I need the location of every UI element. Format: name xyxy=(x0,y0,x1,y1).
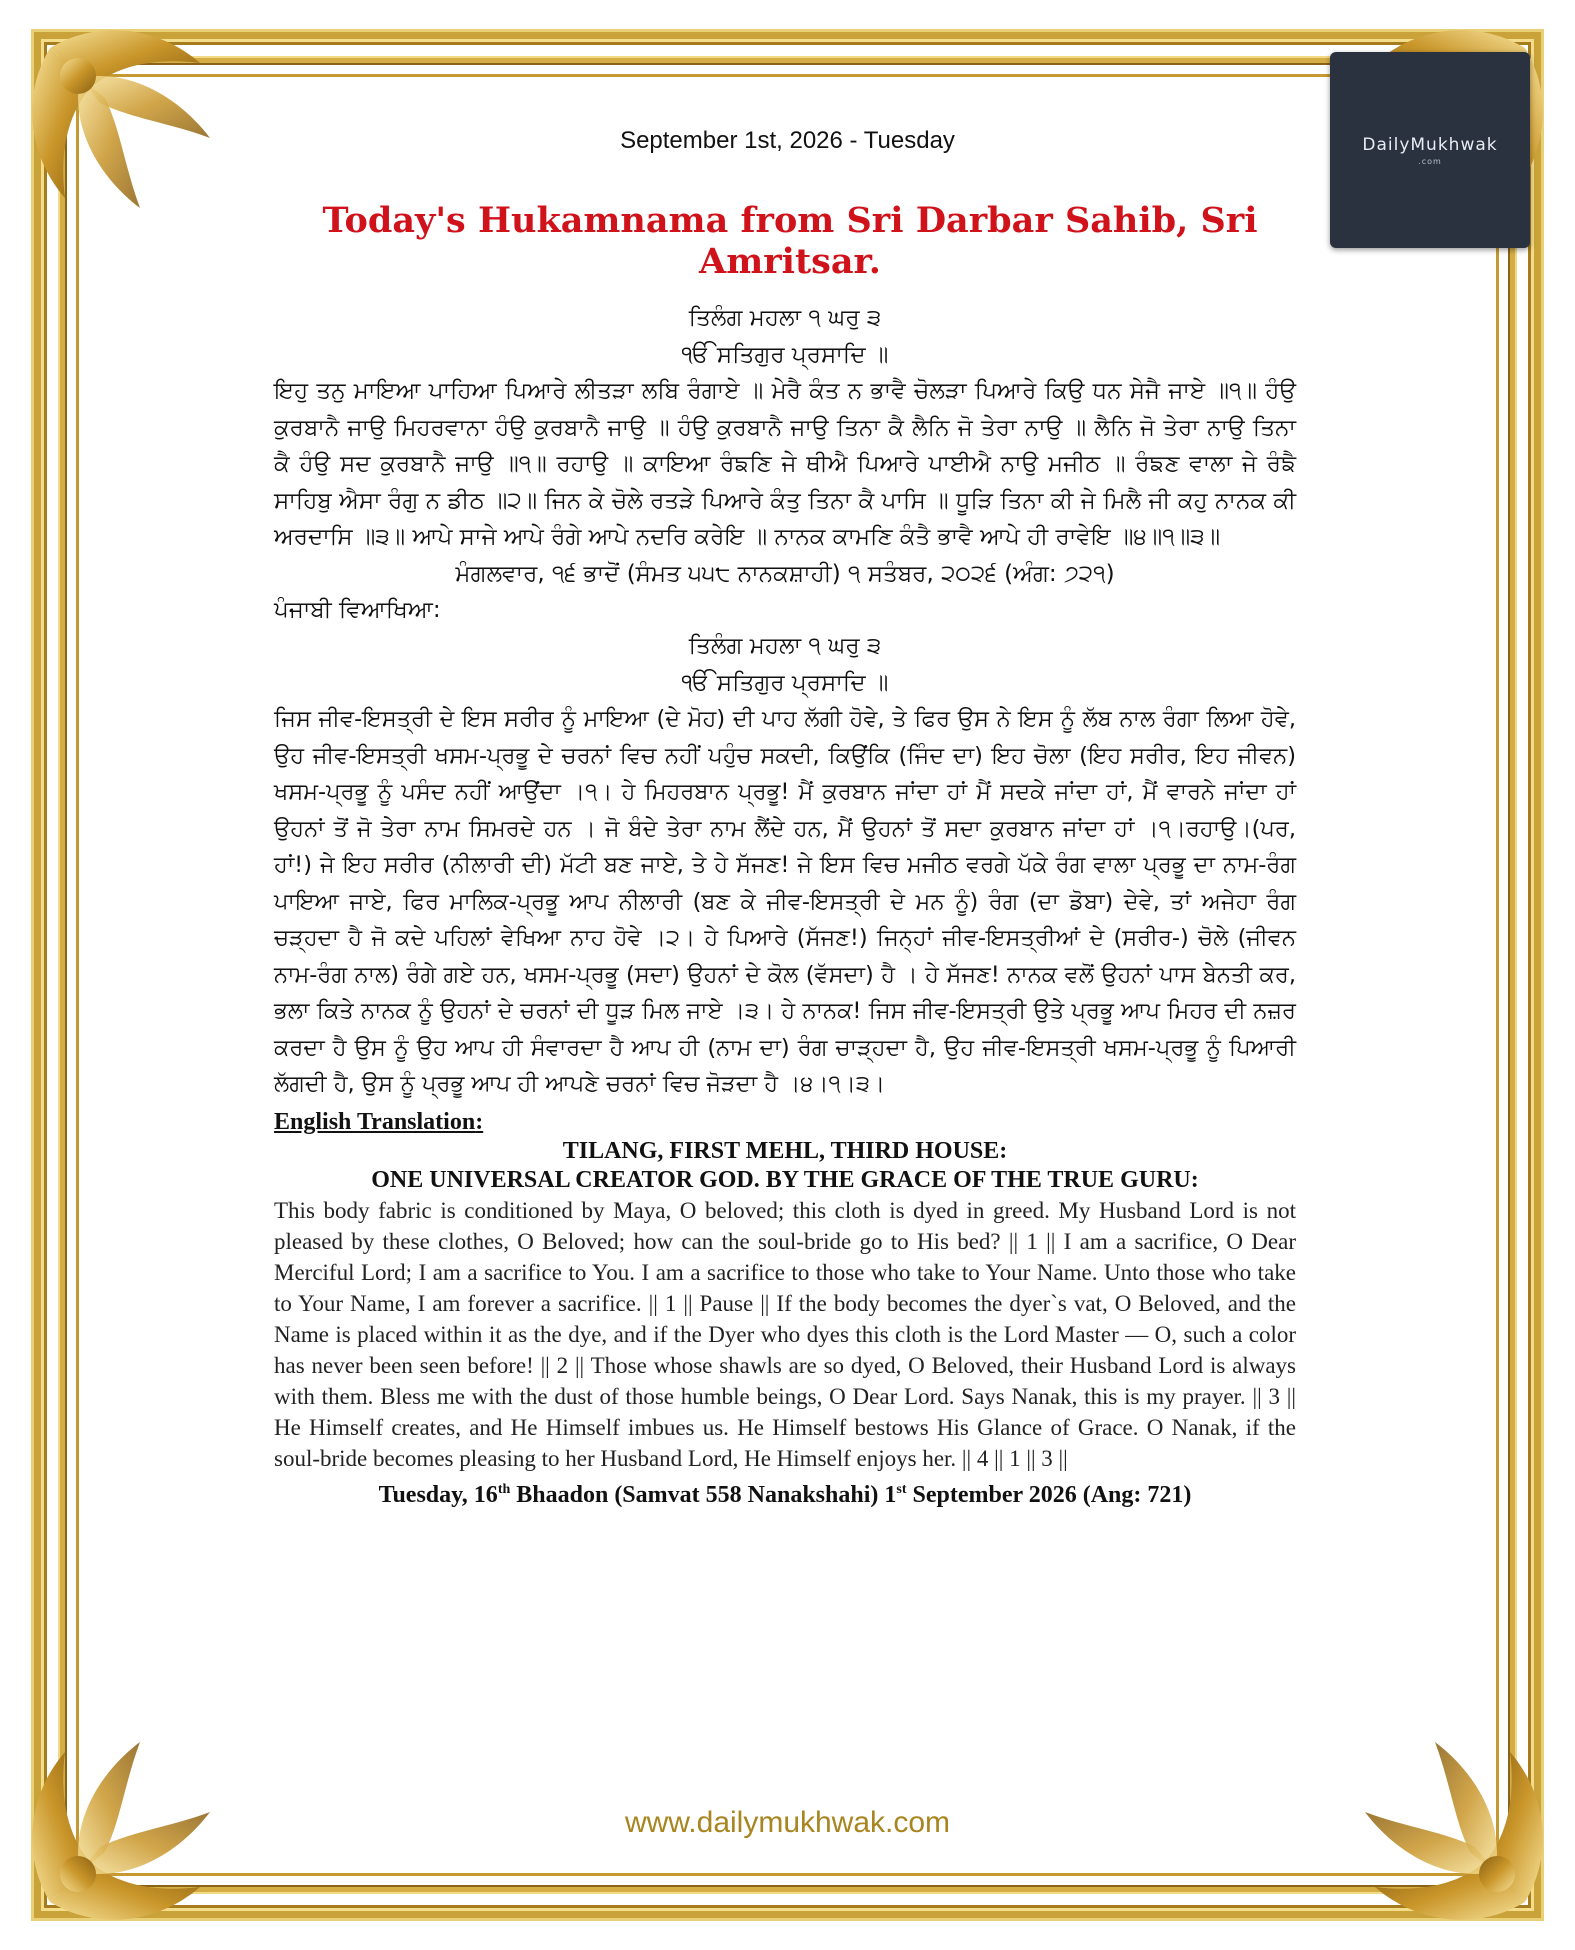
english-date-sup: st xyxy=(896,1481,907,1497)
english-heading-1: TILANG, FIRST MEHL, THIRD HOUSE: xyxy=(562,1137,1008,1164)
punjabi-explanation-text: ਜਿਸ ਜੀਵ-ਇਸਤ੍ਰੀ ਦੇ ਇਸ ਸਰੀਰ ਨੂੰ ਮਾਇਆ (ਦੇ ਮੋਹ) ਦੀ ਪਾਹ ਲੱਗੀ ਹੋਵੇ, ਤੇ ਫਿਰ ਉਸ ਨੇ ਇਸ ਨੂੰ ਲੱਬ ਨਾਲ ਰੰਗਾ ਲਿਆ ਹੋਵੇ, ਉਹ ਜੀਵ-ਇਸਤ੍ਰੀ ਖਸਮ-ਪ੍ਰਭੂ ਦੇ ਚਰਨਾਂ ਵਿਚ ਨਹੀਂ ਪਹੁੰਚ ਸਕਦੀ, ਕਿਉਂਕਿ (ਜਿੰਦ ਦਾ) ਇਹ ਚੋਲਾ (ਇਹ ਸਰੀਰ, ਇਹ ਜੀਵਨ) ਖਸਮ-ਪ੍ਰਭੂ ਨੂੰ ਪਸੰਦ ਨਹੀਂ ਆਉਂਦਾ ।੧। ਹੇ ਮਿਹਰਬਾਨ ਪ੍ਰਭੂ! ਮੈਂ ਕੁਰਬਾਨ ਜਾਂਦਾ ਹਾਂ ਮੈਂ ਸਦਕੇ ਜਾਂਦਾ ਹਾਂ, ਮੈਂ ਵਾਰਨੇ ਜਾਂਦਾ ਹਾਂ ਉਹਨਾਂ ਤੋਂ ਜੋ ਤੇਰਾ ਨਾਮ ਸਿਮਰਦੇ ਹਨ । ਜੋ ਬੰਦੇ ਤੇਰਾ ਨਾਮ ਲੈਂਦੇ ਹਨ, ਮੈਂ ਉਹਨਾਂ ਤੋਂ ਸਦਾ ਕੁਰਬਾਨ ਜਾਂਦਾ ਹਾਂ ।੧।ਰਹਾਉ।(ਪਰ, ਹਾਂ!) ਜੇ ਇਹ ਸਰੀਰ (ਨੀਲਾਰੀ ਦੀ) ਮੱਟੀ ਬਣ ਜਾਏ, ਤੇ ਹੇ ਸੱਜਣ! ਜੇ ਇਸ ਵਿਚ ਮਜੀਠ ਵਰਗੇ ਪੱਕੇ ਰੰਗ ਵਾਲਾ ਪ੍ਰਭੂ ਦਾ ਨਾਮ-ਰੰਗ ਪਾਇਆ ਜਾਏ, ਫਿਰ ਮਾਲਿਕ-ਪ੍ਰਭੂ ਆਪ ਨੀਲਾਰੀ (ਬਣ ਕੇ ਜੀਵ-ਇਸਤ੍ਰੀ ਦੇ ਮਨ ਨੂੰ) ਰੰਗ (ਦਾ ਡੋਬਾ) ਦੇਵੇ, ਤਾਂ ਅਜੇਹਾ ਰੰਗ ਚੜ੍ਹਦਾ ਹੈ ਜੋ ਕਦੇ ਪਹਿਲਾਂ ਵੇਖਿਆ ਨਾਹ ਹੋਵੇ ।੨। ਹੇ ਪਿਆਰੇ (ਸੱਜਣ!) ਜਿਨ੍ਹਾਂ ਜੀਵ-ਇਸਤ੍ਰੀਆਂ ਦੇ (ਸਰੀਰ-) ਚੋਲੇ (ਜੀਵਨ ਨਾਮ-ਰੰਗ ਨਾਲ) ਰੰਗੇ ਗਏ ਹਨ, ਖਸਮ-ਪ੍ਰਭੂ (ਸਦਾ) ਉਹਨਾਂ ਦੇ ਕੋਲ (ਵੱਸਦਾ) ਹੈ । ਹੇ ਸੱਜਣ! ਨਾਨਕ ਵਲੋਂ ਉਹਨਾਂ ਪਾਸ ਬੇਨਤੀ ਕਰ, ਭਲਾ ਕਿਤੇ ਨਾਨਕ ਨੂੰ ਉਹਨਾਂ ਦੇ ਚਰਨਾਂ ਦੀ ਧੂੜ ਮਿਲ ਜਾਏ ।੩। ਹੇ ਨਾਨਕ! ਜਿਸ ਜੀਵ-ਇਸਤ੍ਰੀ ਉਤੇ ਪ੍ਰਭੂ ਆਪ ਮਿਹਰ ਦੀ ਨਜ਼ਰ ਕਰਦਾ ਹੈ ਉਸ ਨੂੰ ਉਹ ਆਪ ਹੀ ਸੰਵਾਰਦਾ ਹੈ ਆਪ ਹੀ (ਨਾਮ ਦਾ) ਰੰਗ ਚਾੜ੍ਹਦਾ ਹੈ, ਉਹ ਜੀਵ-ਇਸਤ੍ਰੀ ਖਸਮ-ਪ੍ਰਭੂ ਨੂੰ ਪਿਆਰੀ ਲੱਗਦੀ ਹੈ, ਉਸ ਨੂੰ ਪ੍ਰਭੂ ਆਪ ਹੀ ਆਪਣੇ ਚਰਨਾਂ ਵਿਚ ਜੋੜਦਾ ਹੈ ।੪।੧।੩। xyxy=(274,706,1296,1097)
english-date-part: Bhaadon (Samvat 558 Nanakshahi) 1 xyxy=(510,1481,897,1508)
gurbani-heading: ਤਿਲੰਗ ਮਹਲਾ ੧ ਘਰੁ ੩ xyxy=(688,305,882,331)
english-heading-2: ONE UNIVERSAL CREATOR GOD. BY THE GRACE OF THE TRUE GURU: xyxy=(371,1166,1199,1193)
logo-subtext: .com xyxy=(1418,156,1442,166)
english-date-part: September 2026 (Ang: 721) xyxy=(906,1481,1192,1508)
gurbani-date: ਮੰਗਲਵਾਰ, ੧੬ ਭਾਦੋਂ (ਸੰਮਤ ੫੫੮ ਨਾਨਕਸ਼ਾਹੀ) ੧ ਸਤੰਬਰ, ੨੦੨੬ (ਅੰਗ: ੭੨੧) xyxy=(455,560,1115,587)
gurbani-text: ਇਹੁ ਤਨੁ ਮਾਇਆ ਪਾਹਿਆ ਪਿਆਰੇ ਲੀਤੜਾ ਲਬਿ ਰੰਗਾਏ ॥ ਮੇਰੈ ਕੰਤ ਨ ਭਾਵੈ ਚੋਲੜਾ ਪਿਆਰੇ ਕਿਉ ਧਨ ਸੇਜੈ ਜਾਏ ॥੧॥ ਹੰਉ ਕੁਰਬਾਨੈ ਜਾਉ ਮਿਹਰਵਾਨਾ ਹੰਉ ਕੁਰਬਾਨੈ ਜਾਉ ॥ ਹੰਉ ਕੁਰਬਾਨੈ ਜਾਉ ਤਿਨਾ ਕੈ ਲੈਨਿ ਜੋ ਤੇਰਾ ਨਾਉ ॥ ਲੈਨਿ ਜੋ ਤੇਰਾ ਨਾਉ ਤਿਨਾ ਕੈ ਹੰਉ ਸਦ ਕੁਰਬਾਨੈ ਜਾਉ ॥੧॥ ਰਹਾਉ ॥ ਕਾਇਆ ਰੰਙਣਿ ਜੇ ਥੀਐ ਪਿਆਰੇ ਪਾਈਐ ਨਾਉ ਮਜੀਠ ॥ ਰੰਙਣ ਵਾਲਾ ਜੇ ਰੰਙੈ ਸਾਹਿਬੁ ਐਸਾ ਰੰਗੁ ਨ ਡੀਠ ॥੨॥ ਜਿਨ ਕੇ ਚੋਲੇ ਰਤੜੇ ਪਿਆਰੇ ਕੰਤੁ ਤਿਨਾ ਕੈ ਪਾਸਿ ॥ ਧੂੜਿ ਤਿਨਾ ਕੀ ਜੇ ਮਿਲੈ ਜੀ ਕਹੁ ਨਾਨਕ ਕੀ ਅਰਦਾਸਿ ॥੩॥ ਆਪੇ ਸਾਜੇ ਆਪੇ ਰੰਗੇ ਆਪੇ ਨਦਰਿ ਕਰੇਇ ॥ ਨਾਨਕ ਕਾਮਣਿ ਕੰਤੈ ਭਾਵੈ ਆਪੇ ਹੀ ਰਾਵੇਇ ॥੪॥੧॥੩॥ xyxy=(274,378,1296,550)
hukamnama-content xyxy=(274,300,1296,1511)
header-date: September 1st, 2026 - Tuesday xyxy=(620,127,955,154)
punjabi-explanation-label: ਪੰਜਾਬੀ ਵਿਆਖਿਆ: xyxy=(274,597,441,623)
english-label-text: English Translation xyxy=(274,1108,476,1135)
footer-website-link[interactable]: www.dailymukhwak.com xyxy=(624,1806,951,1839)
page-title: Today's Hukamnama from Sri Darbar Sahib, Sri Amritsar. xyxy=(322,200,1258,282)
english-date-part: Tuesday, 16 xyxy=(378,1481,498,1508)
english-translation-label: English Translation: xyxy=(274,1108,484,1135)
logo-text: DailyMukhwak xyxy=(1362,134,1498,155)
punjabi-mool-mantar: ੴ ਸਤਿਗੁਰ ਪ੍ਰਸਾਦਿ ॥ xyxy=(681,669,889,696)
english-translation-text: This body fabric is conditioned by Maya, O beloved; this cloth is dyed in greed. My Husband Lord is not pleased by these clothes, O Beloved; how can the soul-bride go to His bed? || 1 || I am a sacrifice, O Dear Merciful Lord; I am a sacrifice to You. I am a sacrifice to those who take to Your Name. Unto those who take to Your Name, I am forever a sacrifice. || 1 || Pause || If the body becomes the dyer`s vat, O Beloved, and the Name is placed within it as the dye, and if the Dyer who dyes this cloth is the Lord Master — O, such a color has never been seen before! || 2 || Those whose shawls are so dyed, O Beloved, their Husband Lord is always with them. Bless me with the dust of those humble beings, O Dear Lord. Says Nanak, this is my prayer. || 3 || He Himself creates, and He Himself imbues us. He Himself bestows His Glance of Grace. O Nanak, if the soul-bride becomes pleasing to her Husband Lord, He Himself enjoys her. || 4 || 1 || 3 || xyxy=(274,1197,1296,1471)
english-date xyxy=(274,1474,1296,1511)
gurbani-mool-mantar: ੴ ਸਤਿਗੁਰ ਪ੍ਰਸਾਦਿ ॥ xyxy=(681,341,889,368)
english-date-sup: th xyxy=(497,1481,511,1497)
punjabi-heading: ਤਿਲੰਗ ਮਹਲਾ ੧ ਘਰੁ ੩ xyxy=(688,633,882,659)
bow-ornament-icon xyxy=(10,8,240,238)
